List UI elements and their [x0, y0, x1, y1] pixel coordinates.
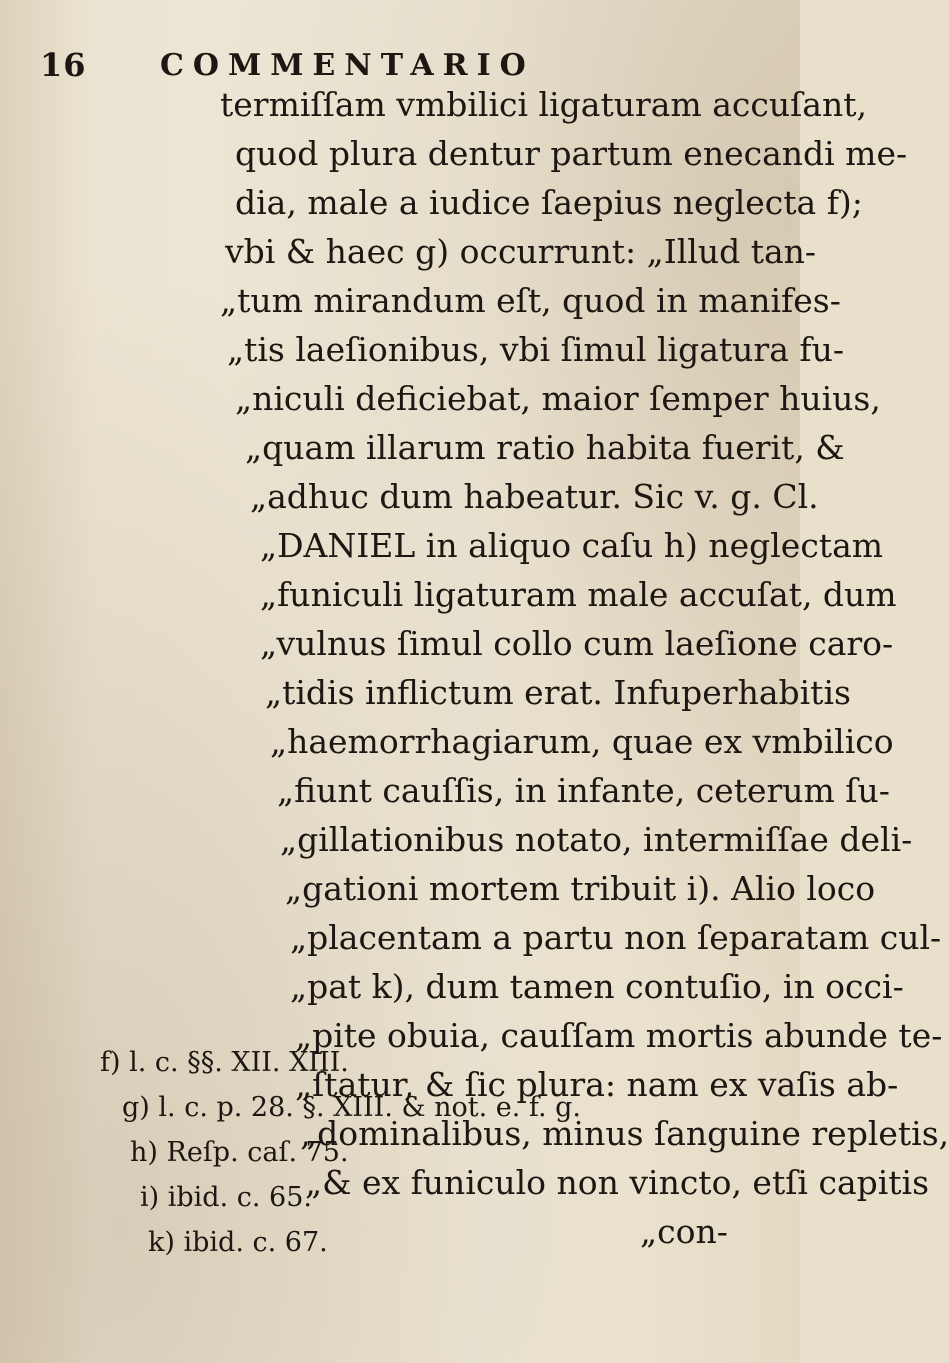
text-line: „fiunt cauſſis, in infante, ceterum ſu- — [277, 771, 890, 810]
text-line: „gationi mortem tribuit i). Alio loco — [285, 869, 876, 908]
text-line: „pite obuia, cauſſam mortis abunde te- — [295, 1016, 943, 1055]
footnote-k: k) ibid. c. 67. — [148, 1227, 328, 1258]
text-line: „dominalibus, minus ſanguine repletis, — [300, 1114, 949, 1153]
text-line: „tidis inflictum erat. Infuperhabitis — [265, 673, 851, 712]
text-line: vbi & haec g) occurrunt: „Illud tan- — [225, 232, 817, 271]
footnote-f: f) l. c. §§. XII. XIII. — [100, 1047, 349, 1078]
text-line: „adhuc dum habeatur. Sic v. g. Cl. — [250, 477, 819, 516]
page-number: 16 — [40, 46, 87, 84]
text-line: „pat k), dum tamen contuſio, in occi- — [290, 967, 904, 1006]
text-line: „tis laeſionibus, vbi ſimul ligatura fu- — [227, 330, 844, 369]
text-line: „vulnus ſimul collo cum laeſione caro- — [260, 624, 894, 663]
running-title: COMMENTARIO — [160, 48, 535, 83]
footnotes — [80, 1040, 720, 1265]
text-line: „tum mirandum eſt, quod in manifes- — [220, 281, 841, 320]
text-line: „ſtatur, & ſic plura: nam ex vaſis ab- — [295, 1065, 899, 1104]
text-line: „quam illarum ratio habita fuerit, & — [245, 428, 845, 467]
text-line: „gillationibus notato, intermiſſae deli- — [280, 820, 913, 859]
text-line: „placentam a partu non ſeparatam cul- — [290, 918, 942, 957]
text-line: „funiculi ligaturam male accuſat, dum — [260, 575, 897, 614]
text-line: „niculi deficiebat, maior ſemper huius, — [235, 379, 881, 418]
footnote-h: h) Reſp. caſ. 75. — [130, 1137, 349, 1168]
text-line: „haemorrhagiarum, quae ex vmbilico — [270, 722, 894, 761]
text-line: dia, male a iudice ſaepius neglecta f); — [235, 183, 863, 222]
footnote-i: i) ibid. c. 65. — [140, 1182, 312, 1213]
catchword: „con- — [640, 1212, 728, 1251]
text-line: quod plura dentur partum enecandi me- — [235, 134, 908, 173]
footnote-g: g) l. c. p. 28. §. XIII. & not. e. f. g. — [122, 1092, 581, 1123]
text-line: „& ex funiculo non vincto, etſi capitis — [305, 1163, 930, 1202]
text-line: „DANIEL in aliquo caſu h) neglectam — [260, 526, 884, 565]
text-line: termiſſam vmbilici ligaturam accuſant, — [220, 85, 867, 124]
